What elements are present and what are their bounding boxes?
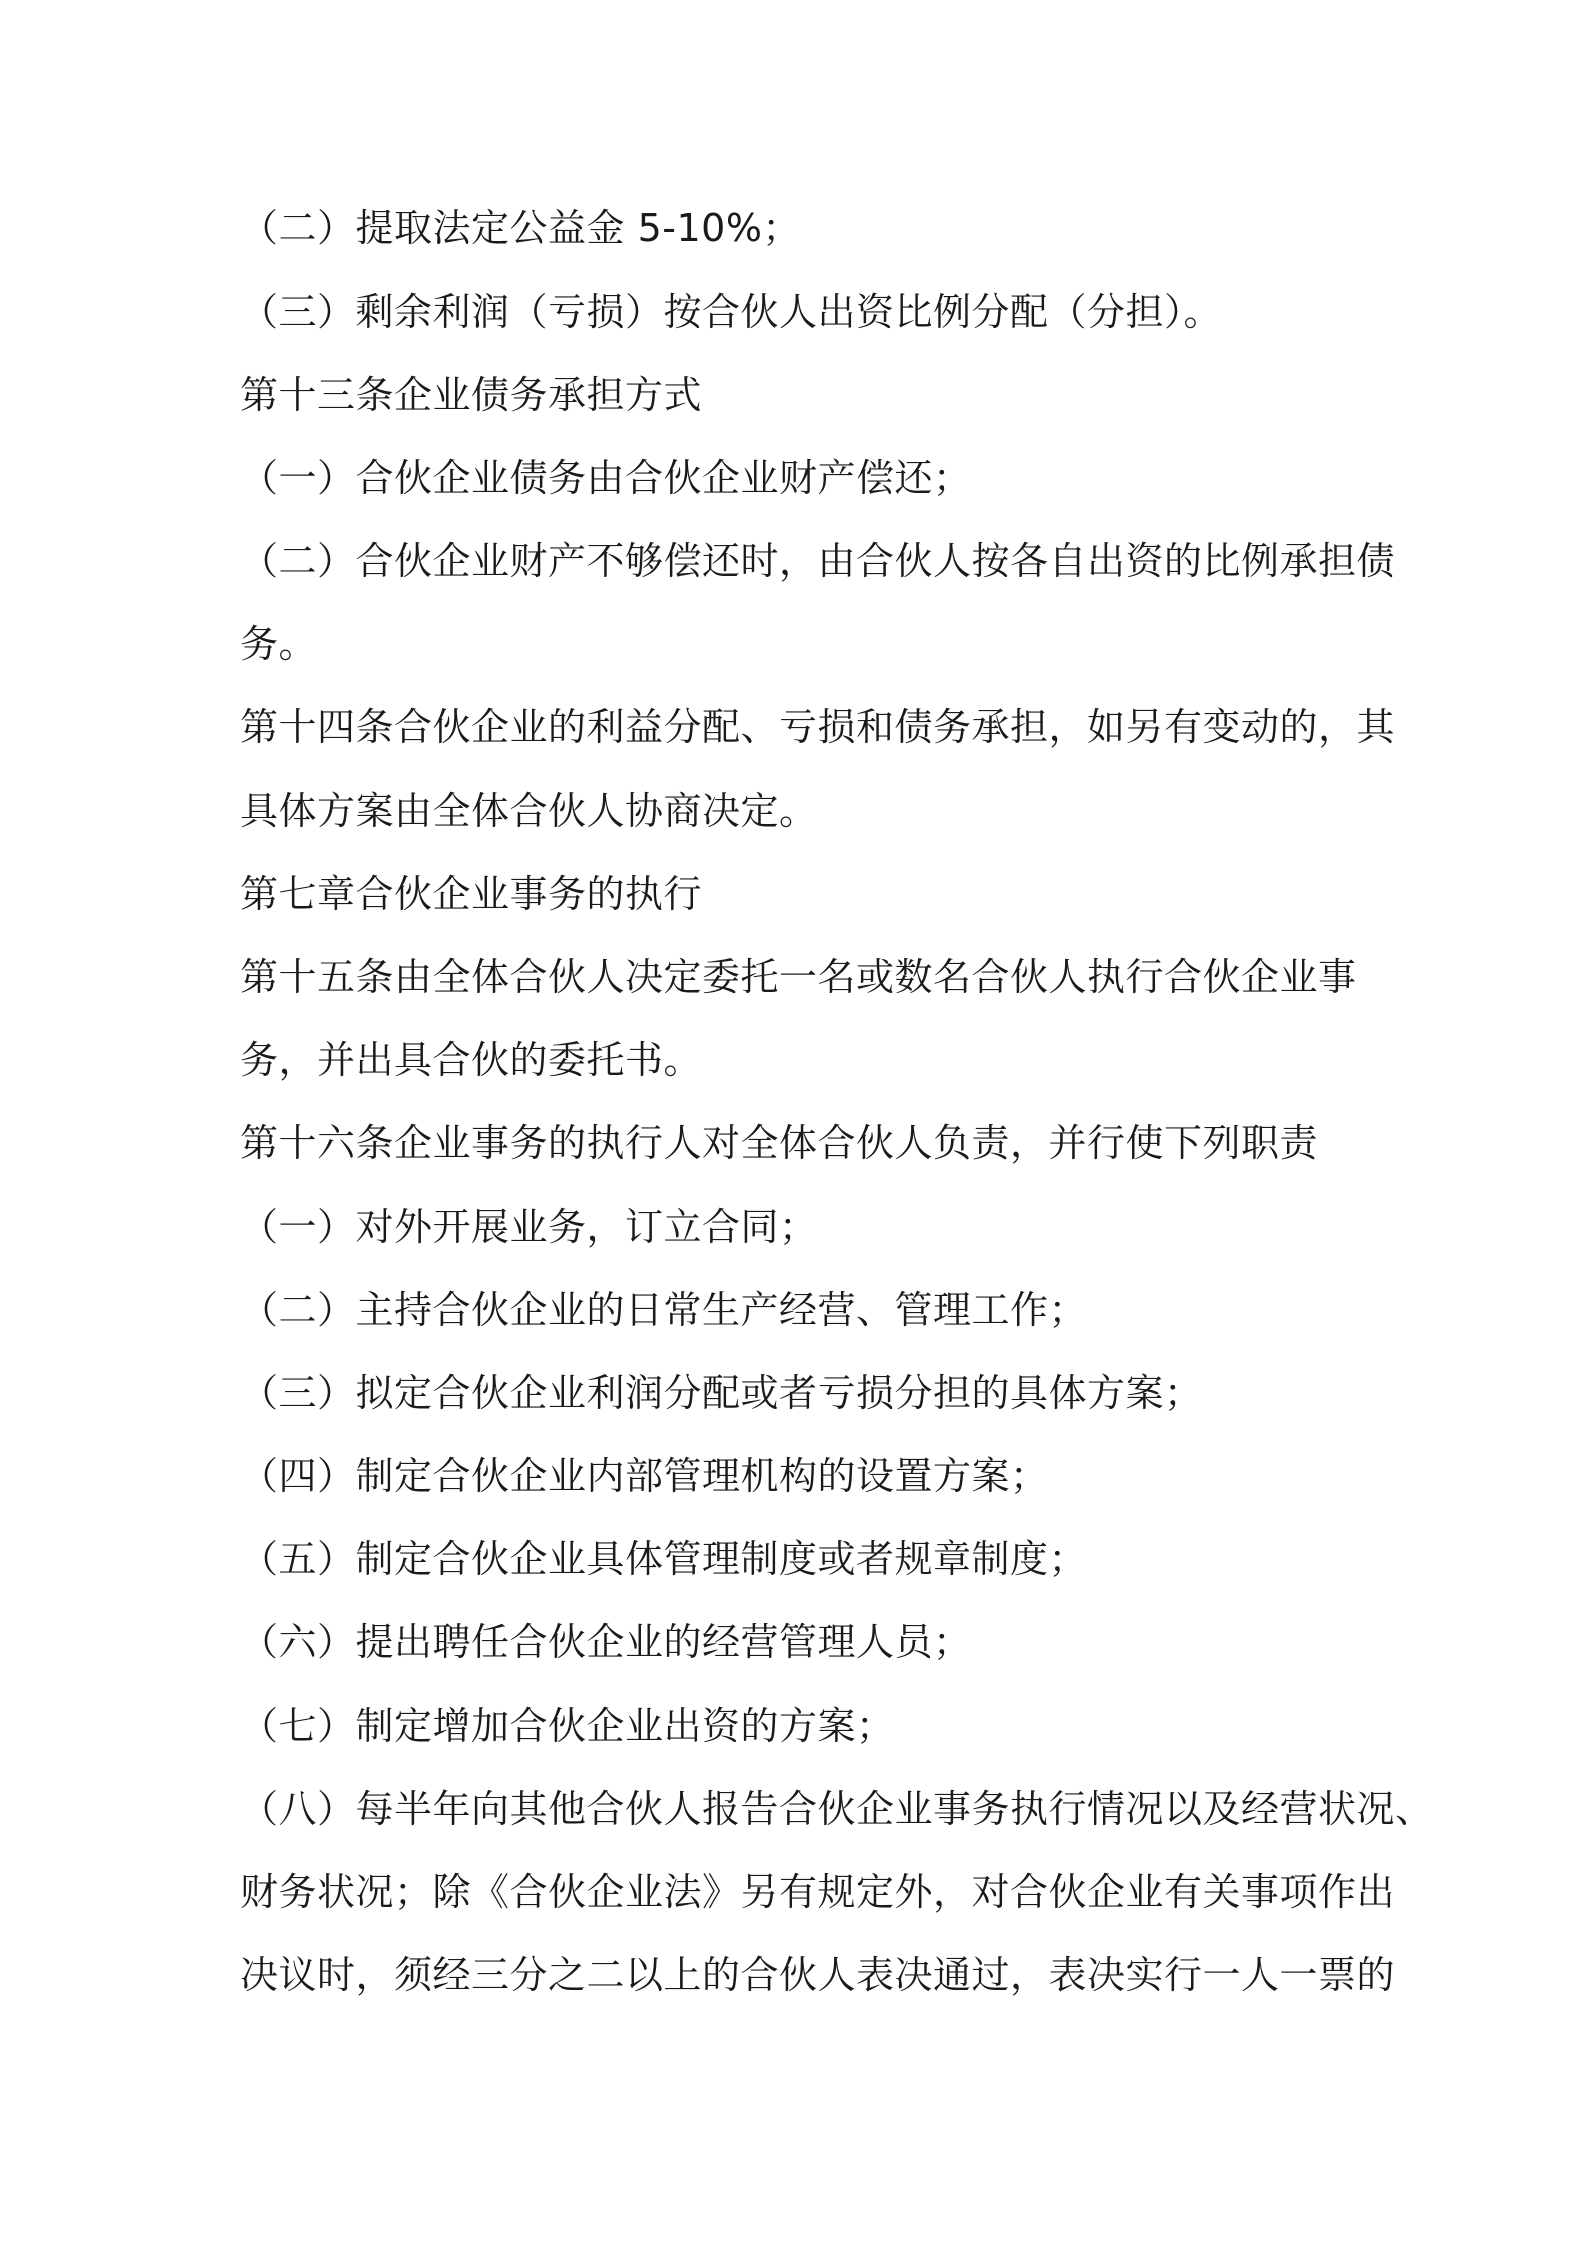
chapter-heading: 第七章合伙企业事务的执行 [240, 872, 703, 916]
text-line: （二）合伙企业财产不够偿还时，由合伙人按各自出资的比例承担债 [240, 539, 1396, 583]
text-line: 务，并出具合伙的委托书。 [240, 1038, 703, 1082]
text-line: （二）主持合伙企业的日常生产经营、管理工作； [240, 1288, 1088, 1332]
text-line: 第十五条由全体合伙人决定委托一名或数名合伙人执行合伙企业事 [240, 955, 1357, 999]
text-line: （三）剩余利润（亏损）按合伙人出资比例分配（分担）。 [240, 290, 1223, 334]
text-line: 务。 [240, 622, 318, 666]
text-line: 财务状况；除《合伙企业法》另有规定外，对合伙企业有关事项作出 [240, 1870, 1396, 1914]
text-line: （七）制定增加合伙企业出资的方案； [240, 1704, 895, 1748]
text-line: 第十四条合伙企业的利益分配、亏损和债务承担，如另有变动的，其 [240, 705, 1396, 749]
text-line: （一）对外开展业务，订立合同； [240, 1205, 818, 1249]
text-line: （四）制定合伙企业内部管理机构的设置方案； [240, 1454, 1049, 1498]
text-line: 第十六条企业事务的执行人对全体合伙人负责，并行使下列职责 [240, 1121, 1319, 1165]
text-line: （八）每半年向其他合伙人报告合伙企业事务执行情况以及经营状况、 [240, 1787, 1434, 1831]
text-line: （二）提取法定公益金 5-10%； [240, 206, 801, 250]
text-line: 决议时，须经三分之二以上的合伙人表决通过，表决实行一人一票的 [240, 1953, 1396, 1997]
text-line: （五）制定合伙企业具体管理制度或者规章制度； [240, 1537, 1088, 1581]
text-line: 第十三条企业债务承担方式 [240, 373, 703, 417]
text-line: 具体方案由全体合伙人协商决定。 [240, 789, 818, 833]
text-line: （三）拟定合伙企业利润分配或者亏损分担的具体方案； [240, 1371, 1203, 1415]
text-line: （六）提出聘任合伙企业的经营管理人员； [240, 1620, 972, 1664]
text-line: （一）合伙企业债务由合伙企业财产偿还； [240, 456, 972, 500]
